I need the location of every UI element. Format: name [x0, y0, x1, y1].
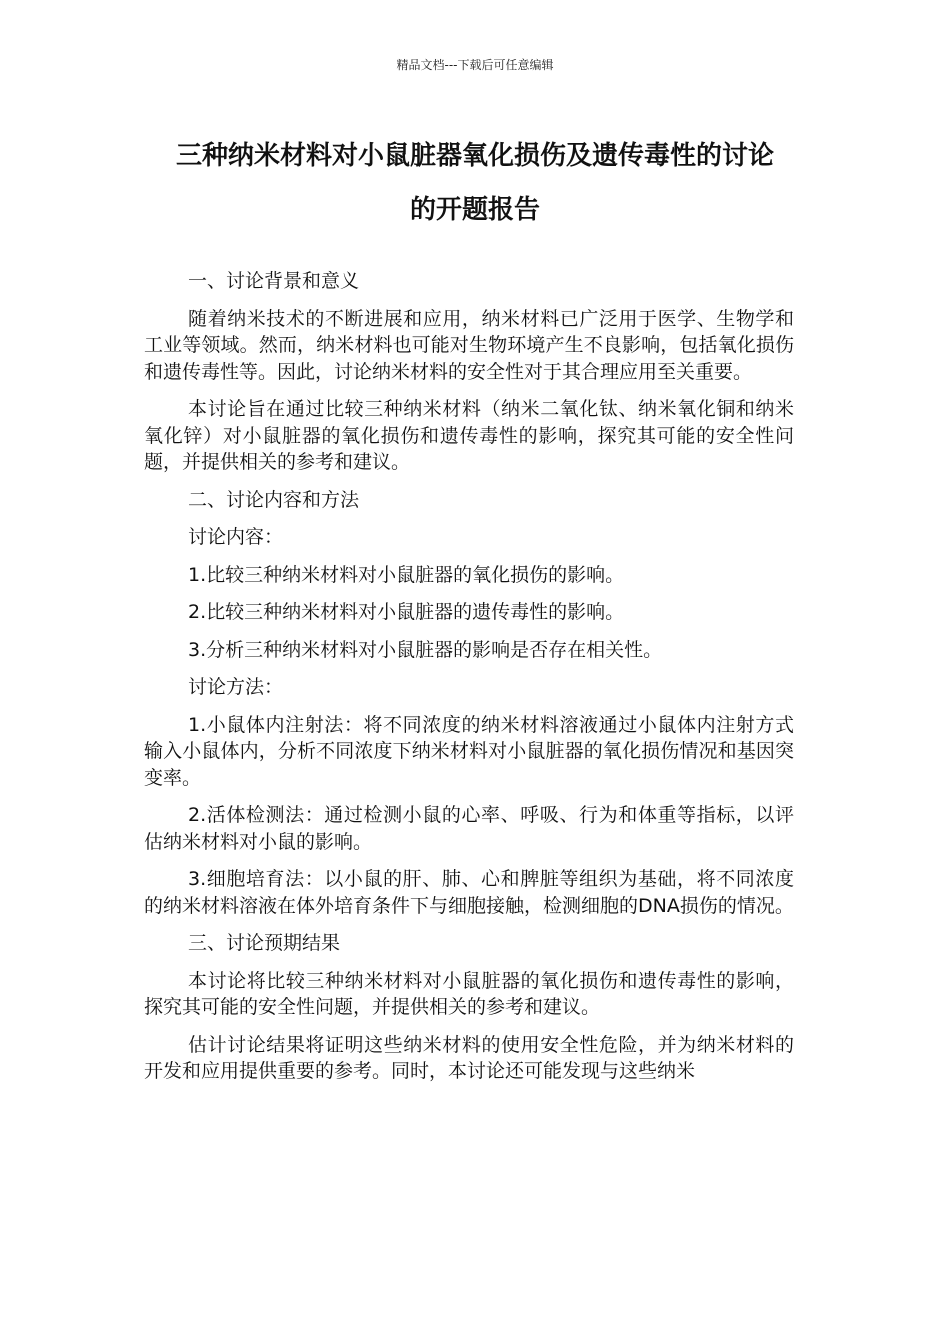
content-item-3: 3.分析三种纳米材料对小鼠脏器的影响是否存在相关性。 [188, 638, 663, 661]
subheading-method: 讨论方法： [188, 676, 284, 698]
section-heading-content-method: 二、讨论内容和方法 [188, 488, 360, 511]
paragraph-expected-1: 本讨论将比较三种纳米材料对小鼠脏器的氧化损伤和遗传毒性的影响，探究其可能的安全性问题，并提供相关的参考和建议。 [144, 969, 794, 1018]
paragraph-expected-2: 估计讨论结果将证明这些纳米材料的使用安全性危险，并为纳米材料的开发和应用提供重要的参考。同时，本讨论还可能发现与这些纳米 [144, 1033, 794, 1082]
method-item-3: 3.细胞培育法：以小鼠的肝、肺、心和脾脏等组织为基础，将不同浓度的纳米材料溶液在体外培育条件下与细胞接触，检测细胞的DNA损伤的情况。 [144, 868, 794, 917]
content-item-1: 1.比较三种纳米材料对小鼠脏器的氧化损伤的影响。 [188, 563, 625, 586]
section-heading-background: 一、讨论背景和意义 [188, 270, 360, 292]
paragraph-background: 随着纳米技术的不断进展和应用，纳米材料已广泛用于医学、生物学和工业等领域。然而，纳米材料也可能对生物环境产生不良影响，包括氧化损伤和遗传毒性等。因此，讨论纳米材料的安全性对于其合理应用至关重要。 [144, 307, 794, 383]
method-item-1: 1.小鼠体内注射法：将不同浓度的纳米材料溶液通过小鼠体内注射方式输入小鼠体内，分析不同浓度下纳米材料对小鼠脏器的氧化损伤情况和基因突变率。 [144, 713, 794, 789]
section-heading-expected-results: 三、讨论预期结果 [188, 932, 341, 954]
method-item-2: 2.活体检测法：通过检测小鼠的心率、呼吸、行为和体重等指标，以评估纳米材料对小鼠的影响。 [144, 804, 794, 853]
document-title-line-1: 三种纳米材料对小鼠脏器氧化损伤及遗传毒性的讨论 [175, 141, 774, 171]
document-title-line-2: 的开题报告 [409, 195, 540, 225]
content-item-2: 2.比较三种纳米材料对小鼠脏器的遗传毒性的影响。 [188, 601, 625, 623]
subheading-content: 讨论内容： [188, 526, 284, 548]
paragraph-purpose: 本讨论旨在通过比较三种纳米材料（纳米二氧化钛、纳米氧化铜和纳米氧化锌）对小鼠脏器的氧化损伤和遗传毒性的影响，探究其可能的安全性问题，并提供相关的参考和建议。 [144, 398, 794, 473]
document-body [144, 268, 794, 1096]
page-header: 精品文档---下载后可任意编辑 [396, 58, 554, 72]
